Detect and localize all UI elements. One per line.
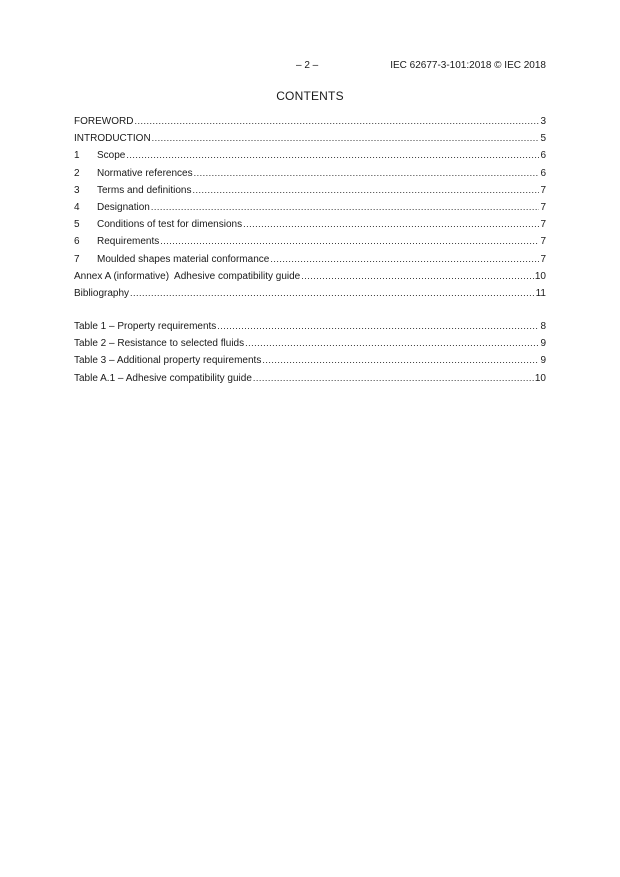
toc-entry-number: 2 — [74, 167, 80, 179]
toc-entry-label: Terms and definitions — [97, 184, 192, 196]
toc-entry-page: 5 — [540, 133, 546, 145]
toc-entry-page: 9 — [540, 338, 546, 350]
toc-entry-page: 11 — [535, 287, 546, 299]
toc-entry-foreword[interactable] — [74, 113, 546, 130]
toc-entry-table-3[interactable] — [74, 352, 546, 369]
toc-entry-label: Table 3 – Additional property requirements — [74, 355, 262, 367]
dot-leader — [217, 318, 539, 335]
dot-leader — [243, 216, 539, 233]
dot-leader — [270, 251, 539, 268]
standard-identifier: IEC 62677-3-101:2018 © IEC 2018 — [390, 60, 546, 71]
toc-entry-label: Moulded shapes material conformance — [97, 253, 270, 265]
toc-entry-page: 3 — [540, 116, 546, 127]
toc-entry-number: 7 — [74, 253, 80, 265]
page-title: CONTENTS — [276, 89, 344, 103]
toc-entry-page: 10 — [534, 270, 546, 282]
toc-entry-label: Designation — [97, 201, 150, 213]
dot-leader — [160, 233, 539, 250]
toc-entry-designation[interactable] — [74, 199, 546, 216]
dot-leader — [151, 199, 540, 216]
toc-entry-label: FOREWORD — [74, 116, 134, 127]
toc-entry-label: INTRODUCTION — [74, 133, 151, 145]
toc-entry-page: 7 — [540, 236, 546, 248]
toc-entry-bibliography[interactable] — [74, 285, 546, 302]
toc-entry-number: 6 — [74, 236, 80, 248]
toc-entry-label: Scope — [97, 150, 126, 162]
toc-entry-page: 7 — [540, 201, 546, 213]
toc-entry-annex-a[interactable] — [74, 268, 546, 285]
toc-entry-label: Table A.1 – Adhesive compatibility guide — [74, 372, 252, 384]
table-of-contents — [74, 113, 546, 387]
toc-entry-requirements[interactable] — [74, 233, 546, 250]
toc-entry-label: Bibliography — [74, 287, 130, 299]
dot-leader — [194, 165, 540, 182]
toc-entry-number: 5 — [74, 219, 80, 231]
toc-entry-moulded-shapes[interactable] — [74, 251, 546, 268]
toc-entry-page: 7 — [540, 184, 546, 196]
toc-entry-introduction[interactable] — [74, 130, 546, 147]
toc-entry-page: 6 — [540, 150, 546, 162]
toc-entry-label: Annex A (informative) Adhesive compatibility guide — [74, 270, 301, 282]
toc-entry-label: Normative references — [97, 167, 193, 179]
dot-leader — [301, 268, 534, 285]
dot-leader — [130, 285, 535, 302]
dot-leader — [193, 182, 540, 199]
toc-entry-label: Table 2 – Resistance to selected fluids — [74, 338, 245, 350]
toc-entry-table-1[interactable] — [74, 318, 546, 335]
toc-entry-conditions-of-test[interactable] — [74, 216, 546, 233]
dot-leader — [152, 130, 540, 147]
toc-entry-page: 10 — [534, 372, 546, 384]
dot-leader — [134, 113, 539, 130]
toc-entry-label: Conditions of test for dimensions — [97, 219, 243, 231]
section-spacer — [74, 302, 546, 318]
dot-leader — [262, 352, 539, 369]
toc-entry-page: 7 — [540, 253, 546, 265]
page-number: – 2 – — [296, 60, 319, 71]
toc-entry-normative-references[interactable] — [74, 165, 546, 182]
toc-entry-page: 9 — [540, 355, 546, 367]
toc-entry-page: 6 — [540, 167, 546, 179]
dot-leader — [253, 370, 534, 387]
toc-entry-number: 3 — [74, 184, 80, 196]
toc-entry-page: 7 — [540, 219, 546, 231]
toc-entry-terms-and-definitions[interactable] — [74, 182, 546, 199]
toc-entry-number: 4 — [74, 201, 80, 213]
toc-entry-scope[interactable] — [74, 147, 546, 164]
toc-entry-page: 8 — [540, 321, 546, 333]
toc-entry-table-2[interactable] — [74, 335, 546, 352]
toc-entry-number: 1 — [74, 150, 80, 162]
toc-entry-table-a1[interactable] — [74, 370, 546, 387]
dot-leader — [245, 335, 539, 352]
toc-entry-label: Table 1 – Property requirements — [74, 321, 217, 333]
toc-entry-label: Requirements — [97, 236, 160, 248]
dot-leader — [126, 147, 539, 164]
